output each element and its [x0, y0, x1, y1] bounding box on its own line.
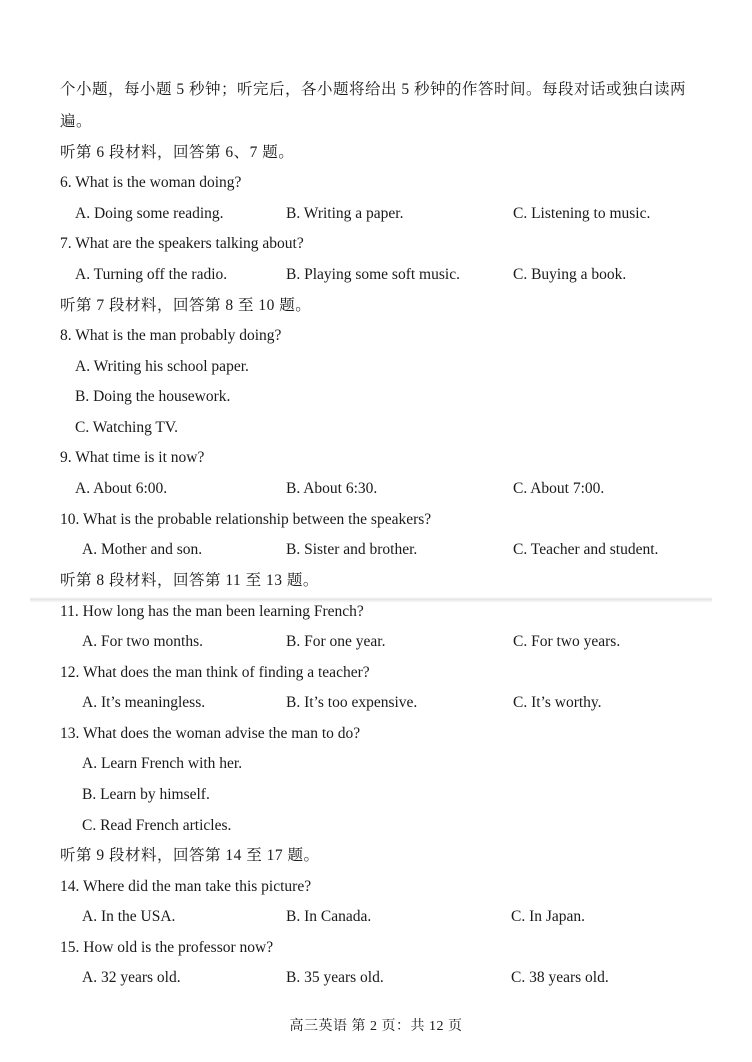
question-7-option-a: A. Turning off the radio.: [75, 266, 228, 283]
question-12: 12. What does the man think of finding a teacher?: [60, 664, 370, 681]
question-10-option-c: C. Teacher and student.: [513, 541, 659, 558]
question-15: 15. How old is the professor now?: [60, 939, 274, 956]
question-15-option-a: A. 32 years old.: [82, 969, 181, 986]
question-11: 11. How long has the man been learning French?: [60, 603, 364, 620]
question-13: 13. What does the woman advise the man to do?: [60, 725, 361, 742]
question-13-option-c: C. Read French articles.: [82, 817, 232, 834]
instructions-line-2: 遍。: [60, 113, 93, 130]
question-15-option-b: B. 35 years old.: [286, 969, 384, 986]
question-12-option-b: B. It’s too expensive.: [286, 694, 418, 711]
question-11-option-b: B. For one year.: [286, 633, 386, 650]
section-heading-6: 听第 6 段材料，回答第 6、7 题。: [60, 144, 295, 161]
question-10-option-a: A. Mother and son.: [82, 541, 203, 558]
question-8-option-b: B. Doing the housework.: [75, 388, 231, 405]
question-9: 9. What time is it now?: [60, 449, 205, 466]
question-6: 6. What is the woman doing?: [60, 174, 242, 191]
question-8-option-a: A. Writing his school paper.: [75, 358, 249, 375]
question-14-option-a: A. In the USA.: [82, 908, 176, 925]
question-6-option-c: C. Listening to music.: [513, 205, 651, 222]
question-6-option-b: B. Writing a paper.: [286, 205, 404, 222]
question-13-option-a: A. Learn French with her.: [82, 755, 243, 772]
question-9-option-c: C. About 7:00.: [513, 480, 605, 497]
section-heading-8: 听第 8 段材料，回答第 11 至 13 题。: [60, 572, 319, 589]
question-11-option-c: C. For two years.: [513, 633, 621, 650]
question-14-option-b: B. In Canada.: [286, 908, 372, 925]
question-14-option-c: C. In Japan.: [511, 908, 586, 925]
question-7: 7. What are the speakers talking about?: [60, 235, 304, 252]
question-14: 14. Where did the man take this picture?: [60, 878, 312, 895]
question-12-option-c: C. It’s worthy.: [513, 694, 602, 711]
question-11-option-a: A. For two months.: [82, 633, 203, 650]
instructions-line-1: 个小题，每小题 5 秒钟；听完后，各小题将给出 5 秒钟的作答时间。每段对话或独白读两: [60, 81, 687, 98]
page-footer: 高三英语 第 2 页：共 12 页: [289, 1019, 463, 1034]
question-9-option-b: B. About 6:30.: [286, 480, 378, 497]
question-13-option-b: B. Learn by himself.: [82, 786, 210, 803]
section-heading-9: 听第 9 段材料，回答第 14 至 17 题。: [60, 847, 320, 864]
question-12-option-a: A. It’s meaningless.: [82, 694, 206, 711]
question-9-option-a: A. About 6:00.: [75, 480, 168, 497]
question-8-option-c: C. Watching TV.: [75, 419, 178, 436]
question-10-option-b: B. Sister and brother.: [286, 541, 418, 558]
section-heading-7: 听第 7 段材料，回答第 8 至 10 题。: [60, 297, 312, 314]
question-7-option-b: B. Playing some soft music.: [286, 266, 460, 283]
question-6-option-a: A. Doing some reading.: [75, 205, 224, 222]
question-10: 10. What is the probable relationship between the speakers?: [60, 511, 432, 528]
question-8: 8. What is the man probably doing?: [60, 327, 282, 344]
question-15-option-c: C. 38 years old.: [511, 969, 609, 986]
question-7-option-c: C. Buying a book.: [513, 266, 627, 283]
